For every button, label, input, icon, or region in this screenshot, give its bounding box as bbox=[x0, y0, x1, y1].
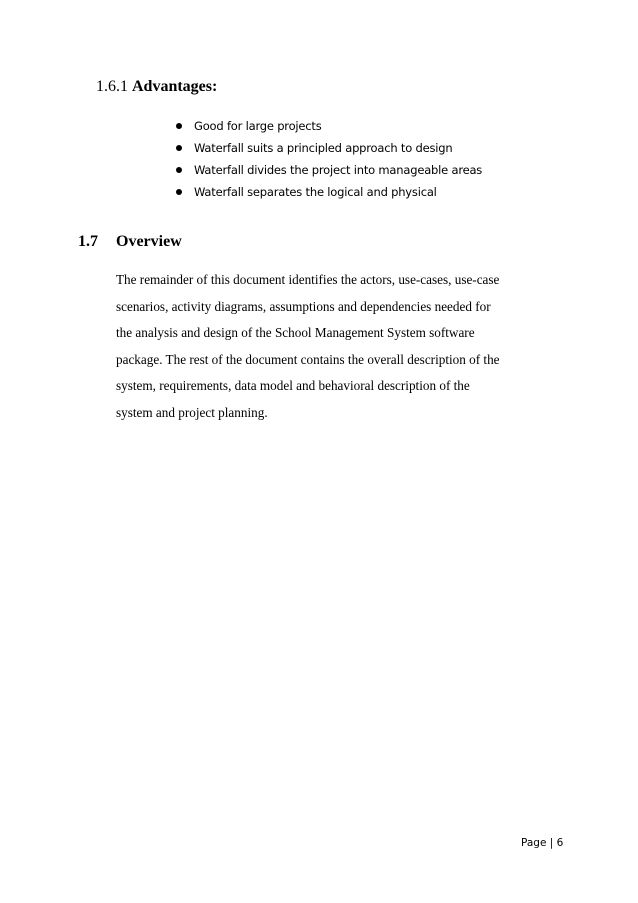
list-item bbox=[176, 137, 482, 159]
section-title: Overview bbox=[116, 233, 182, 250]
bullet-icon bbox=[176, 189, 182, 195]
bullet-icon bbox=[176, 167, 182, 173]
paragraph-line: The remainder of this document identifies the actors, use-cases, use-case bbox=[116, 272, 500, 287]
list-item-text: Good for large projects bbox=[194, 119, 322, 133]
list-item-text: Waterfall divides the project into manageable areas bbox=[194, 163, 483, 177]
list-item-text: Waterfall suits a principled approach to design bbox=[194, 141, 453, 155]
paragraph-line: package. The rest of the document contains the overall description of the bbox=[116, 351, 500, 367]
subsection-number: 1.6.1 bbox=[96, 78, 128, 95]
paragraph-line: system, requirements, data model and behavioral description of the bbox=[116, 378, 470, 394]
list-item bbox=[176, 159, 482, 181]
advantages-list bbox=[176, 115, 482, 203]
subsection-title: Advantages: bbox=[132, 78, 218, 95]
paragraph-line: the analysis and design of the School Management System software bbox=[116, 325, 475, 341]
list-item bbox=[176, 115, 482, 137]
section-heading bbox=[78, 232, 182, 252]
section-number: 1.7 bbox=[78, 233, 98, 250]
overview-paragraph bbox=[116, 267, 561, 427]
list-item bbox=[176, 181, 482, 203]
paragraph-line: system and project planning. bbox=[116, 404, 268, 420]
bullet-icon bbox=[176, 145, 182, 151]
subsection-heading bbox=[96, 77, 217, 97]
page-number-footer: Page | 6 bbox=[521, 837, 564, 849]
list-item-text: Waterfall separates the logical and physical bbox=[194, 185, 437, 199]
bullet-icon bbox=[176, 123, 182, 129]
paragraph-line: scenarios, activity diagrams, assumptions and dependencies needed for bbox=[116, 298, 491, 314]
